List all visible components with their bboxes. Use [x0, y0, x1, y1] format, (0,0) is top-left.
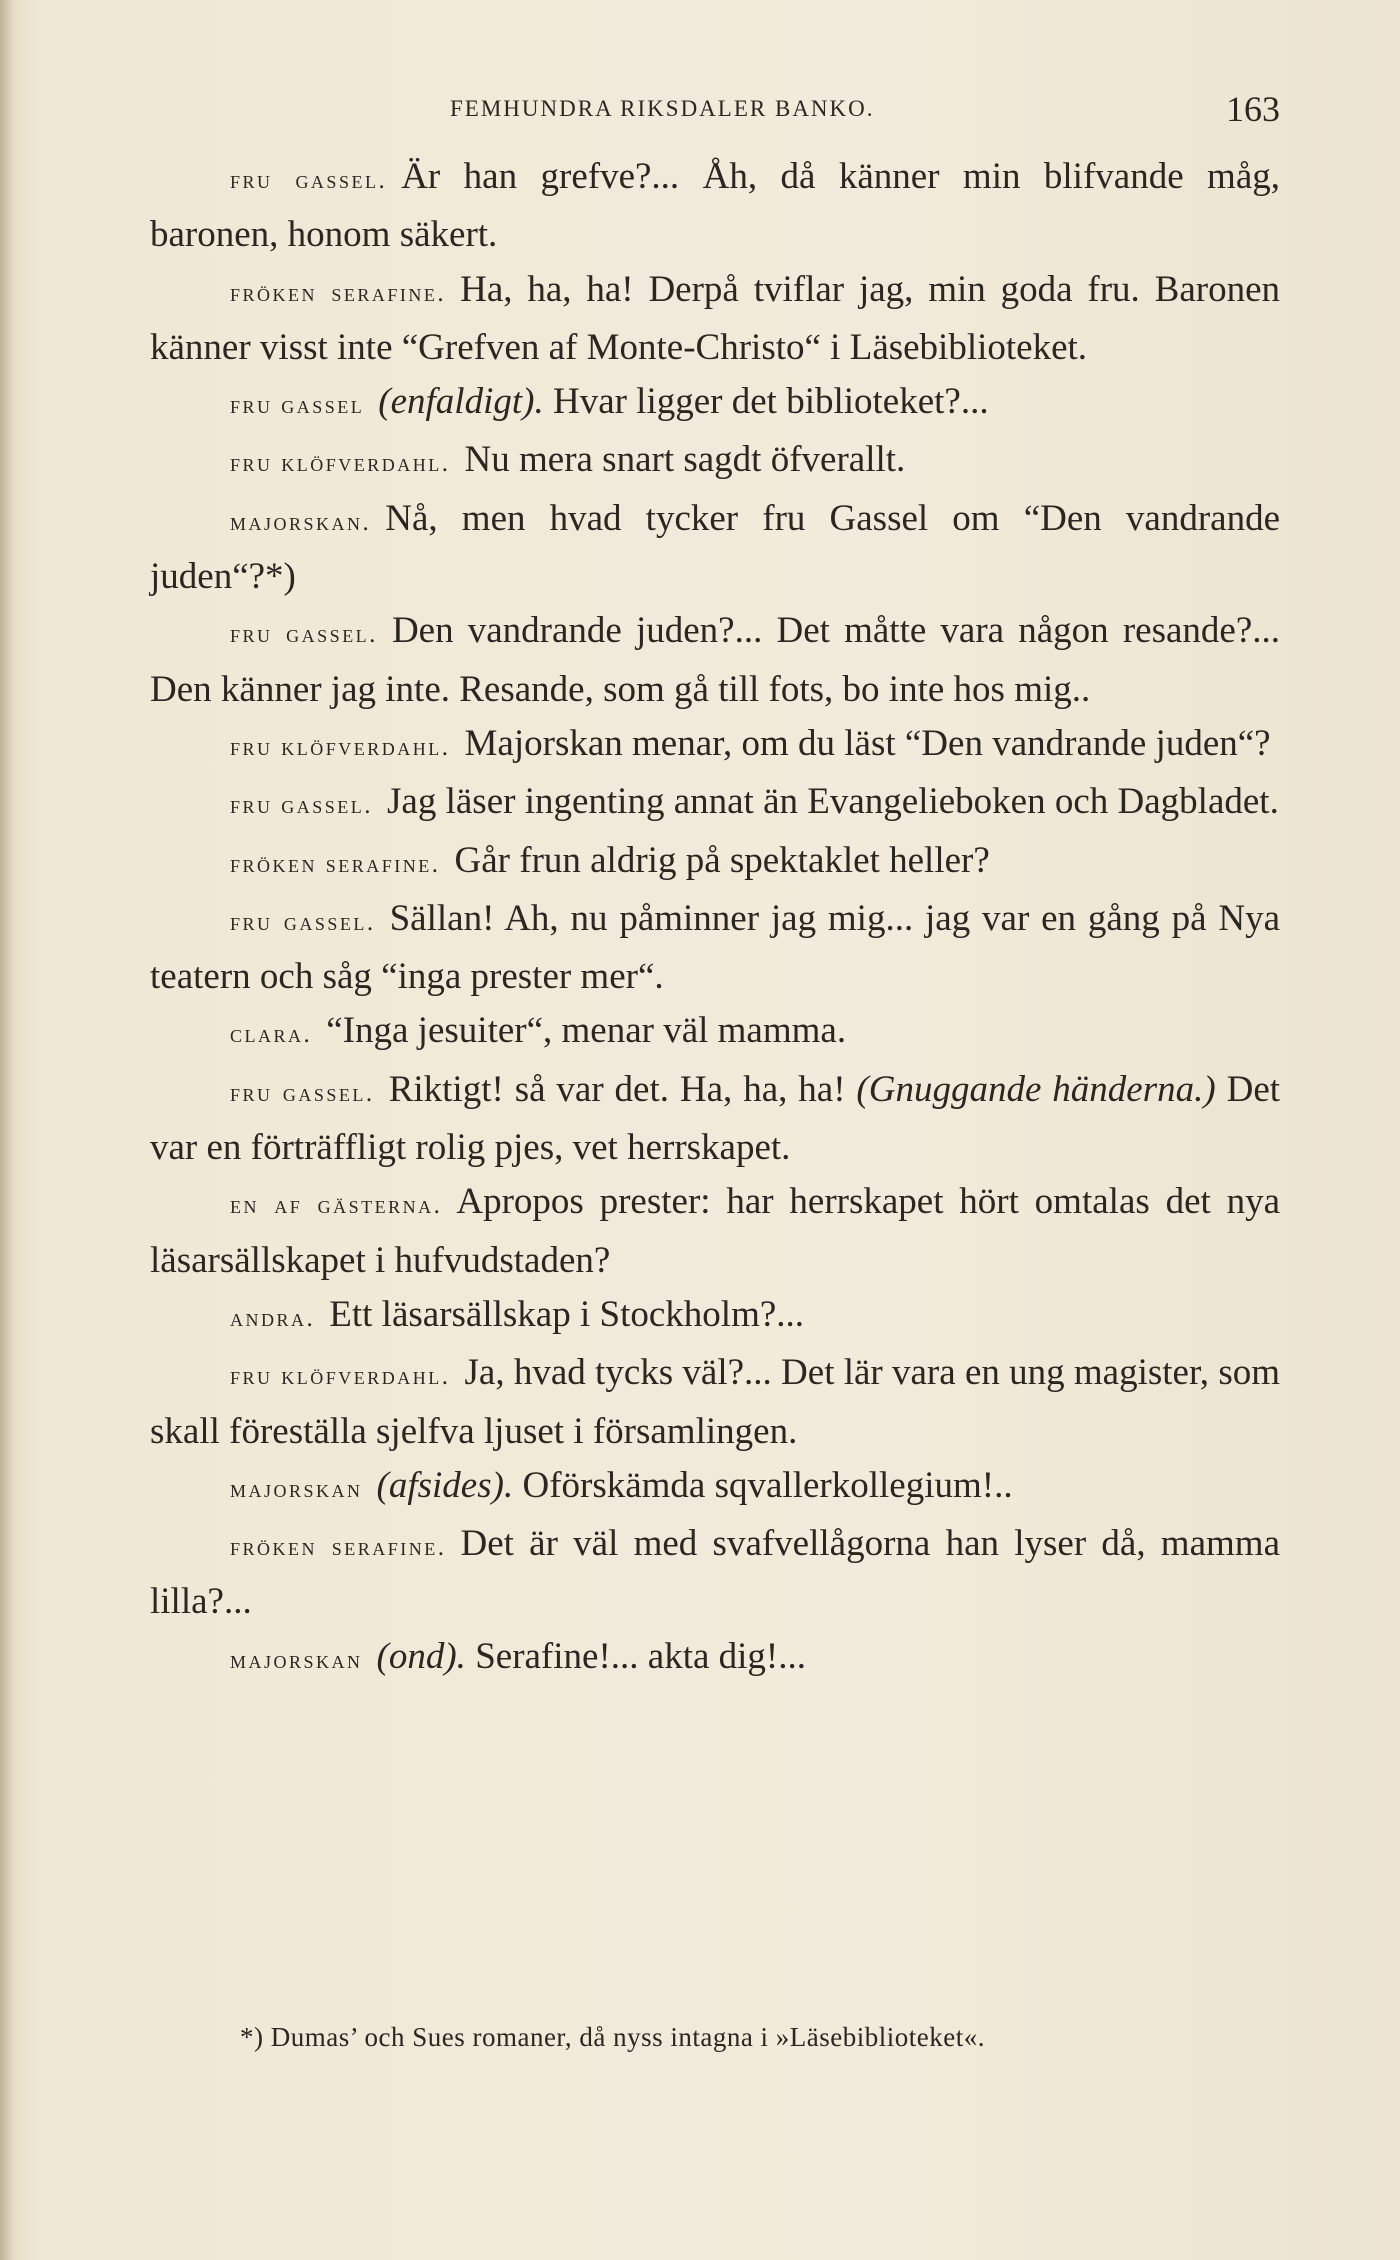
- dialogue-line: [150, 717, 1280, 775]
- line-text-after: Serafine!... akta dig!...: [475, 1635, 807, 1677]
- speaker-name: majorskan: [230, 1475, 363, 1503]
- line-text-after: Det var en förträffligt rolig pjes, vet herrskapet.: [150, 1068, 1281, 1169]
- line-text: Ett läsarsällskap i Stockholm?...: [329, 1293, 805, 1335]
- dialogue-line: [150, 1517, 1280, 1630]
- dialogue-line: [150, 1459, 1280, 1517]
- running-head: FEMHUNDRA RIKSDALER BANKO.: [450, 96, 875, 121]
- speaker-name: fru gassel.: [230, 908, 376, 936]
- line-text: Den vandrande juden?... Det måtte vara någon resande?... Den känner jag inte. Resande, som gå till fots, bo inte hos mig..: [150, 610, 1280, 710]
- line-text: Jag läser ingenting annat än Evangelieboken och Dagbladet.: [387, 781, 1279, 823]
- dialogue-line: [150, 834, 1280, 892]
- dialogue-line: [150, 892, 1280, 1005]
- dialogue-line: [150, 1175, 1280, 1288]
- line-text: Är han grefve?... Åh, då känner min blifvande måg, baronen, honom säkert.: [150, 156, 1280, 256]
- line-text: Det är väl med svafvellågorna han lyser då, mamma lilla?...: [150, 1523, 1280, 1623]
- speaker-name: fru gassel.: [230, 621, 378, 649]
- dialogue-line: [150, 1063, 1280, 1176]
- dialogue-line: [150, 604, 1280, 717]
- page-gutter-edge: [0, 0, 14, 2260]
- speaker-name: clara.: [230, 1021, 313, 1049]
- stage-direction: (enfaldigt).: [378, 381, 544, 423]
- line-text: Apropos prester: har herrskapet hört omtalas det nya läsarsällskapet i hufvudstaden?: [150, 1181, 1280, 1281]
- stage-direction: (ond).: [376, 1635, 466, 1677]
- speaker-name: andra.: [230, 1304, 316, 1332]
- line-text-after: Oförskämda sqvallerkollegium!..: [522, 1464, 1013, 1506]
- dialogue-line: [150, 150, 1280, 263]
- dialogue-line: [150, 775, 1280, 833]
- speaker-name: fröken serafine.: [230, 850, 441, 878]
- footnote: *) Dumas’ och Sues romaner, då nyss intagna i »Läsebiblioteket«.: [240, 2022, 985, 2052]
- dialogue-text: [150, 150, 1280, 1688]
- line-text: Riktigt! så var det. Ha, ha, ha!: [388, 1068, 846, 1110]
- speaker-name: fröken serafine.: [230, 279, 447, 307]
- speaker-name: fru klöfverdahl.: [230, 450, 451, 478]
- page-number: 163: [1226, 89, 1280, 129]
- speaker-name: en af gästerna.: [230, 1192, 443, 1220]
- line-text: Majorskan menar, om du läst “Den vandrande juden“?: [464, 722, 1271, 764]
- speaker-name: majorskan: [230, 1646, 363, 1674]
- dialogue-line: [150, 1288, 1280, 1346]
- page-header: [150, 88, 1280, 138]
- line-text: Sällan! Ah, nu påminner jag mig... jag var en gång på Nya teatern och såg “inga prester mer“.: [150, 897, 1281, 998]
- line-text: “Inga jesuiter“, menar väl mamma.: [326, 1010, 847, 1052]
- dialogue-line: [150, 375, 1280, 433]
- line-text: Ha, ha, ha! Derpå tviflar jag, min goda fru. Baronen känner visst inte “Grefven af Monte-Christo“ i Läsebiblioteket.: [150, 268, 1280, 368]
- speaker-name: fru klöfverdahl.: [230, 733, 451, 761]
- speaker-name: fru gassel: [230, 392, 365, 420]
- line-text: Nu mera snart sagdt öfverallt.: [464, 439, 906, 481]
- dialogue-line: [150, 1004, 1280, 1062]
- speaker-name: fru gassel.: [230, 1079, 375, 1107]
- speaker-name: majorskan.: [230, 508, 372, 536]
- speaker-name: fru gassel.: [230, 167, 388, 194]
- dialogue-line: [150, 1346, 1280, 1459]
- line-text: Nå, men hvad tycker fru Gassel om “Den vandrande juden“?*): [150, 497, 1280, 598]
- speaker-name: fröken serafine.: [230, 1534, 447, 1562]
- line-text: Går frun aldrig på spektaklet heller?: [454, 839, 990, 881]
- speaker-name: fru klöfverdahl.: [230, 1363, 451, 1391]
- dialogue-line: [150, 433, 1280, 491]
- line-text-after: Hvar ligger det biblioteket?...: [552, 381, 989, 423]
- dialogue-line: [150, 492, 1280, 605]
- dialogue-line: [150, 1630, 1280, 1688]
- stage-direction: (Gnuggande händerna.): [856, 1068, 1216, 1110]
- speaker-name: fru gassel.: [230, 792, 374, 820]
- dialogue-line: [150, 263, 1280, 376]
- line-text: Ja, hvad tycks väl?... Det lär vara en ung magister, som skall föreställa sjelfva ljuset i församlingen.: [150, 1352, 1280, 1452]
- stage-direction: (afsides).: [376, 1464, 514, 1506]
